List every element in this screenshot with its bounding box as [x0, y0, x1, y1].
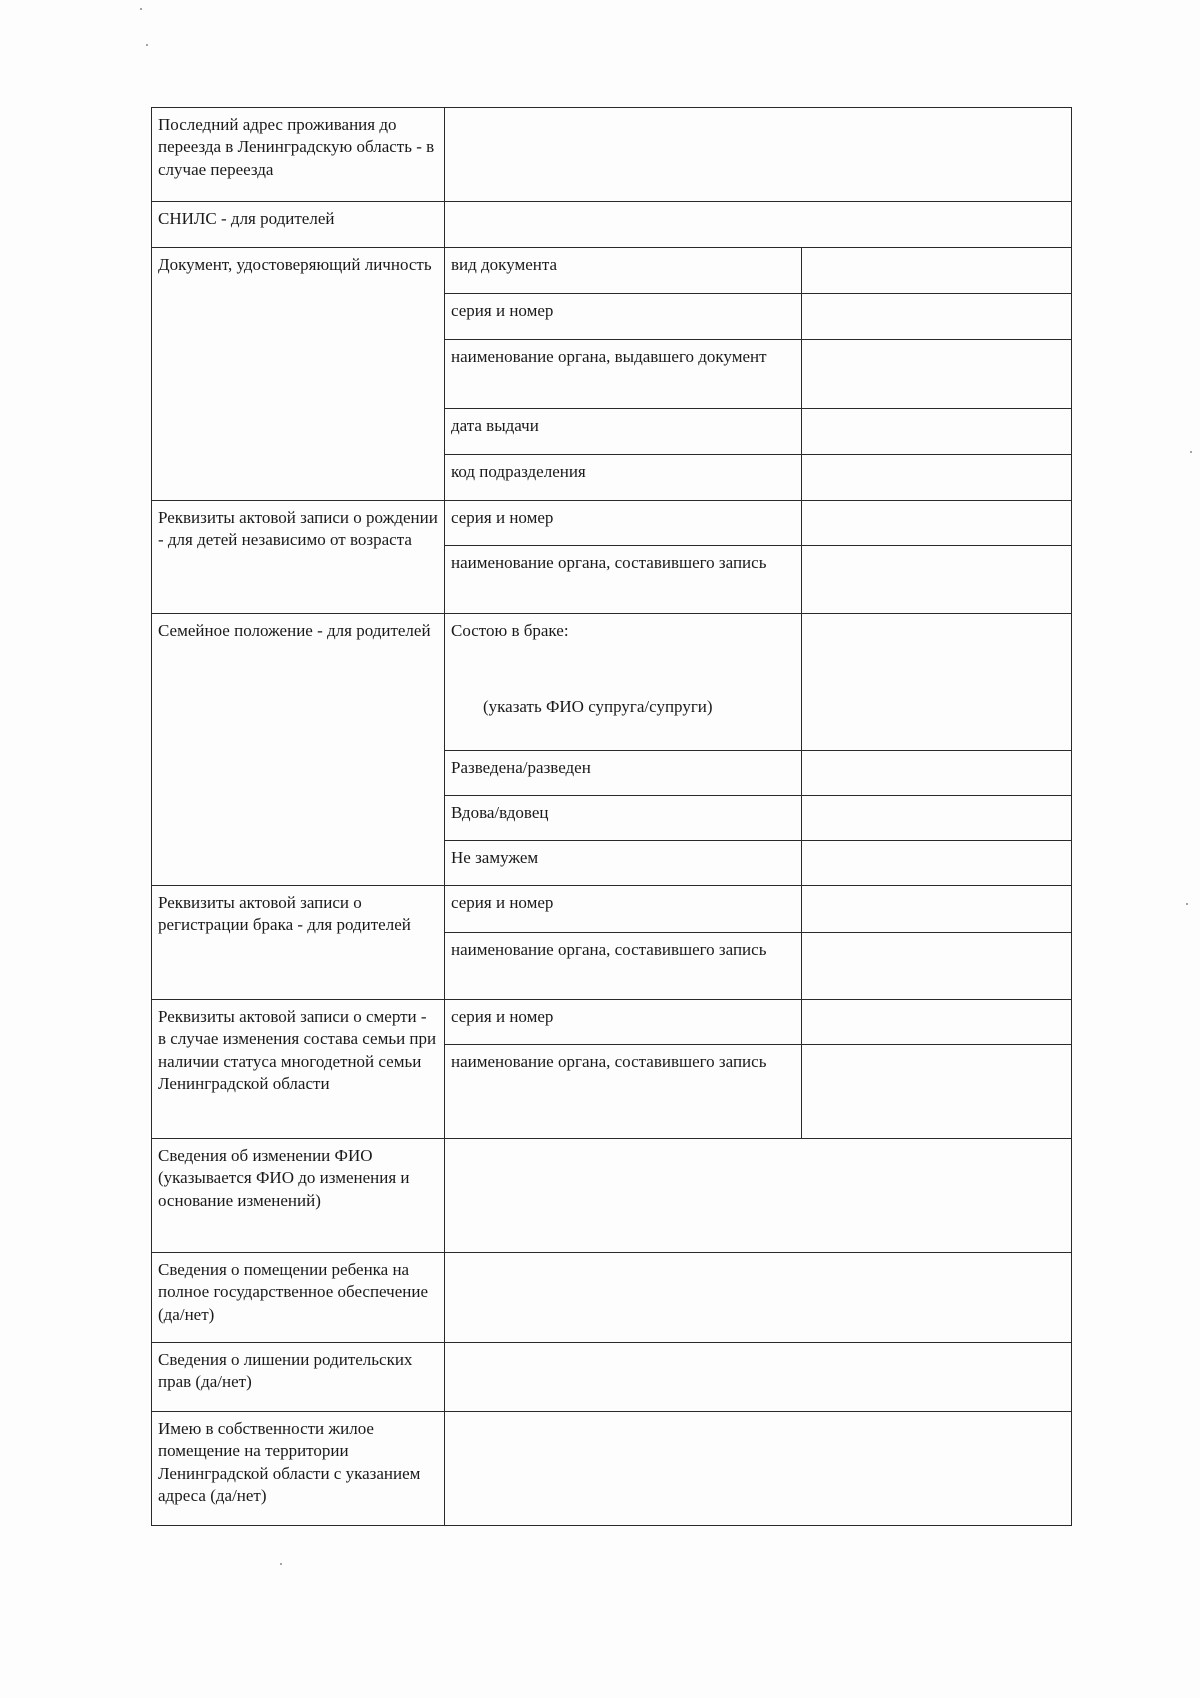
field-label-doc-code: код подразделения	[445, 455, 802, 501]
row-state-care	[152, 1253, 1072, 1343]
row-death-record	[152, 1000, 1072, 1045]
scan-speck	[146, 44, 148, 46]
scan-speck	[140, 8, 142, 10]
input-doc-series[interactable]	[802, 294, 1072, 340]
field-label-birth-series: серия и номер	[445, 501, 802, 546]
input-last-address[interactable]	[445, 108, 1072, 202]
input-parental-rights[interactable]	[445, 1343, 1072, 1412]
input-divorced[interactable]	[802, 751, 1072, 796]
input-doc-code[interactable]	[802, 455, 1072, 501]
scan-speck	[280, 1563, 282, 1565]
field-label-doc-series: серия и номер	[445, 294, 802, 340]
label-housing: Имею в собственности жилое помещение на территории Ленинградской области с указанием адреса (да/нет)	[152, 1412, 445, 1526]
married-label: Состою в браке:	[451, 621, 569, 640]
label-last-address: Последний адрес проживания до переезда в Ленинградскую область - в случае переезда	[152, 108, 445, 202]
field-label-birth-issuer: наименование органа, составившего запись	[445, 546, 802, 614]
row-name-change	[152, 1139, 1072, 1253]
label-state-care: Сведения о помещении ребенка на полное государственное обеспечение (да/нет)	[152, 1253, 445, 1343]
application-form-table	[151, 107, 1072, 1526]
row-marriage-record	[152, 886, 1072, 933]
row-identity-doc	[152, 248, 1072, 294]
input-doc-issuer[interactable]	[802, 340, 1072, 409]
label-marriage-record: Реквизиты актовой записи о регистрации брака - для родителей	[152, 886, 445, 1000]
label-name-change: Сведения об изменении ФИО (указывается ФИО до изменения и основание изменений)	[152, 1139, 445, 1253]
row-housing	[152, 1412, 1072, 1526]
label-parental-rights: Сведения о лишении родительских прав (да/нет)	[152, 1343, 445, 1412]
input-doc-date[interactable]	[802, 409, 1072, 455]
input-birth-issuer[interactable]	[802, 546, 1072, 614]
input-doc-type[interactable]	[802, 248, 1072, 294]
field-married	[445, 614, 802, 751]
input-unmarried[interactable]	[802, 841, 1072, 886]
field-label-death-series: серия и номер	[445, 1000, 802, 1045]
label-snils: СНИЛС - для родителей	[152, 202, 445, 248]
input-widowed[interactable]	[802, 796, 1072, 841]
married-hint: (указать ФИО супруга/супруги)	[483, 697, 713, 717]
input-death-series[interactable]	[802, 1000, 1072, 1045]
field-label-marriage-issuer: наименование органа, составившего запись	[445, 933, 802, 1000]
row-birth-record	[152, 501, 1072, 546]
row-snils	[152, 202, 1072, 248]
label-identity-doc: Документ, удостоверяющий личность	[152, 248, 445, 501]
input-housing[interactable]	[445, 1412, 1072, 1526]
scan-speck	[1190, 451, 1192, 453]
input-death-issuer[interactable]	[802, 1045, 1072, 1139]
field-label-doc-issuer: наименование органа, выдавшего документ	[445, 340, 802, 409]
input-name-change[interactable]	[445, 1139, 1072, 1253]
scan-speck	[1186, 903, 1188, 905]
field-label-doc-type: вид документа	[445, 248, 802, 294]
input-married[interactable]	[802, 614, 1072, 751]
row-last-address	[152, 108, 1072, 202]
label-death-record: Реквизиты актовой записи о смерти - в случае изменения состава семьи при наличии статуса многодетной семьи Ленинградской области	[152, 1000, 445, 1139]
input-marriage-series[interactable]	[802, 886, 1072, 933]
field-label-unmarried: Не замужем	[445, 841, 802, 886]
row-marital-status	[152, 614, 1072, 751]
field-label-death-issuer: наименование органа, составившего запись	[445, 1045, 802, 1139]
field-label-marriage-series: серия и номер	[445, 886, 802, 933]
field-label-widowed: Вдова/вдовец	[445, 796, 802, 841]
input-state-care[interactable]	[445, 1253, 1072, 1343]
field-label-divorced: Разведена/разведен	[445, 751, 802, 796]
label-marital-status: Семейное положение - для родителей	[152, 614, 445, 886]
input-marriage-issuer[interactable]	[802, 933, 1072, 1000]
field-label-doc-date: дата выдачи	[445, 409, 802, 455]
row-parental-rights	[152, 1343, 1072, 1412]
label-birth-record: Реквизиты актовой записи о рождении - для детей независимо от возраста	[152, 501, 445, 614]
input-birth-series[interactable]	[802, 501, 1072, 546]
input-snils[interactable]	[445, 202, 1072, 248]
